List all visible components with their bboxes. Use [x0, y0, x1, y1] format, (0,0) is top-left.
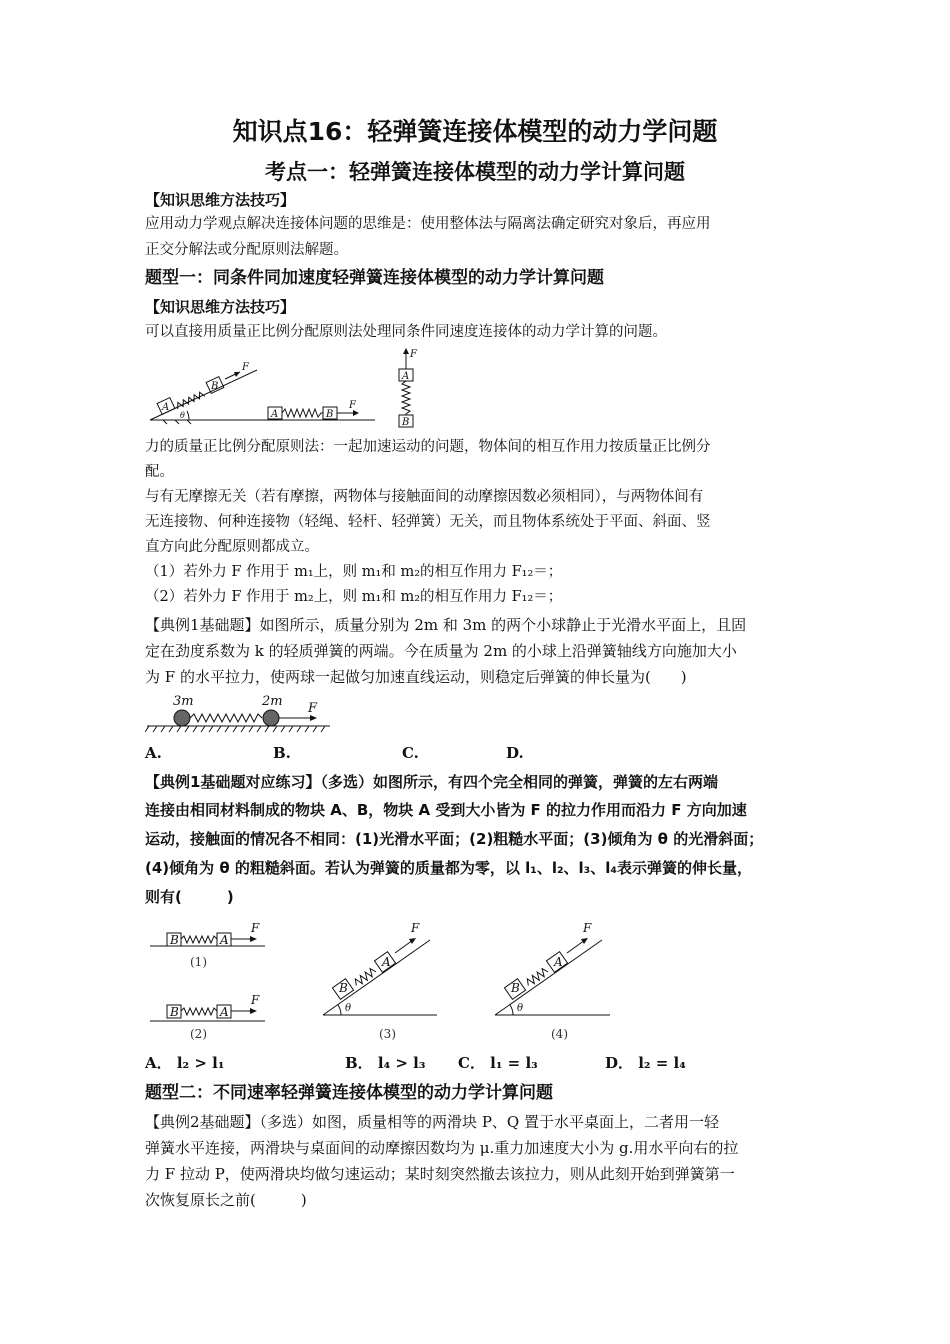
figure-connected-bodies: [145, 345, 435, 432]
page-subtitle: 考点一：轻弹簧连接体模型的动力学计算问题: [265, 160, 685, 184]
example2-line: 次恢复原长之前( ): [145, 1191, 307, 1209]
example2-line: 【典例2基础题】（多选）如图，质量相等的两滑块 P、Q 置于水平桌面上，二者用一轻: [145, 1113, 719, 1131]
fig1-label-f: F: [242, 362, 249, 373]
caption-3: (3): [379, 1027, 396, 1041]
section-label-tips: 【知识思维方法技巧】: [145, 191, 296, 209]
example1-line: 为 F 的水平拉力，使两球一起做匀加速直线运动，则稳定后弹簧的伸长量为( ): [145, 668, 687, 686]
example1-line: 【典例1基础题】如图所示，质量分别为 2m 和 3m 的两个小球静止于光滑水平面上，且固: [145, 616, 747, 634]
example2-line: 弹簧水平连接，两滑块与桌面间的动摩擦因数均为 μ.重力加速度大小为 g.用水平向右的拉: [145, 1139, 739, 1157]
fig-label-b: B: [170, 1005, 179, 1019]
option-b: B． l₄ > l₃: [345, 1054, 426, 1072]
fig-label-f: F: [251, 921, 260, 935]
fig-label-f: F: [251, 993, 260, 1007]
practice1-line: (4)倾角为 θ 的粗糙斜面。若认为弹簧的质量都为零，以 l₁、l₂、l₃、l₄表示弹簧的伸长量，: [145, 859, 752, 877]
tips-line: 可以直接用质量正比例分配原则法处理同条件同速度连接体的动力学计算的问题。: [145, 324, 667, 340]
option-c: C.: [402, 744, 419, 762]
ball1-mass-label: 3m: [173, 694, 194, 709]
example1-line: 定在劲度系数为 k 的轻质弹簧的两端。今在质量为 2m 的小球上沿弹簧轴线方向施加大小: [145, 642, 737, 660]
principle-line: 直方向此分配原则都成立。: [145, 539, 319, 555]
practice1-line: 【典例1基础题对应练习】（多选）如图所示，有四个完全相同的弹簧，弹簧的左右两端: [145, 773, 718, 791]
fig-label-a: A: [382, 955, 391, 969]
practice1-line: 则有( ): [145, 888, 234, 906]
practice1-line: 连接由相同材料制成的物块 A、B，物块 A 受到大小皆为 F 的拉力作用而沿力 F 方向加速: [145, 801, 747, 819]
caption-4: (4): [551, 1027, 568, 1041]
figure-four-springs: [145, 915, 615, 1045]
fig1-label-b: B: [211, 381, 219, 392]
practice1-line: 运动，接触面的情况各不相同：(1)光滑水平面；(2)粗糙水平面；(3)倾角为 θ 的光滑斜面；: [145, 830, 764, 848]
example2-line: 力 F 拉动 P，使两滑块均做匀速运动；某时刻突然撤去该拉力，则从此刻开始到弹簧第一: [145, 1165, 735, 1183]
principle-case-2: （2）若外力 F 作用于 m₂上，则 m₁和 m₂的相互作用力 F₁₂＝；: [145, 589, 563, 605]
principle-line: 无连接物、何种连接物（轻绳、轻杆、轻弹簧）无关，而且物体系统处于平面、斜面、竖: [145, 514, 711, 530]
option-d: D.: [506, 744, 524, 762]
option-b: B.: [273, 744, 291, 762]
fig-label-f: F: [411, 921, 420, 935]
fig-label-b: B: [170, 933, 179, 947]
caption-1: (1): [190, 955, 207, 969]
fig-label-b: B: [339, 981, 348, 995]
principle-case-1: （1）若外力 F 作用于 m₁上，则 m₁和 m₂的相互作用力 F₁₂＝；: [145, 564, 563, 580]
option-a: A． l₂ > l₁: [145, 1054, 225, 1072]
fig-label-a: A: [220, 1005, 229, 1019]
ball2-mass-label: 2m: [262, 694, 283, 709]
fig-label-a: A: [554, 955, 563, 969]
type1-heading: 题型一：同条件同加速度轻弹簧连接体模型的动力学计算问题: [145, 268, 604, 288]
fig-label-f: F: [583, 921, 592, 935]
principle-line: 力的质量正比例分配原则法：一起加速运动的问题，物体间的相互作用力按质量正比例分: [145, 439, 711, 455]
fig1-label-b: B: [402, 417, 410, 428]
fig1-label-a: A: [402, 371, 410, 382]
fig1-label-b: B: [326, 409, 334, 420]
force-label: F: [308, 701, 318, 716]
type2-heading: 题型二：不同速率轻弹簧连接体模型的动力学计算问题: [145, 1083, 553, 1103]
tips-line: 应用动力学观点解决连接体问题的思维是：使用整体法与隔离法确定研究对象后，再应用: [145, 216, 711, 232]
fig-label-a: A: [220, 933, 229, 947]
fig1-label-theta: θ: [180, 411, 185, 420]
option-a: A.: [145, 744, 162, 762]
principle-line: 与有无摩擦无关（若有摩擦，两物体与接触面间的动摩擦因数必须相同），与两物体间有: [145, 489, 704, 505]
option-d: D． l₂ = l₄: [605, 1054, 686, 1072]
principle-line: 配。: [145, 464, 174, 480]
figure-two-balls: [145, 690, 335, 735]
fig-label-theta: θ: [345, 1003, 352, 1014]
section-label-tips: 【知识思维方法技巧】: [145, 298, 296, 316]
caption-2: (2): [190, 1027, 207, 1041]
fig1-label-f: F: [410, 349, 417, 360]
fig1-label-f: F: [349, 400, 356, 411]
page-title: 知识点16：轻弹簧连接体模型的动力学问题: [232, 117, 718, 146]
fig1-label-a: A: [271, 409, 279, 420]
fig-label-theta: θ: [517, 1003, 524, 1014]
fig1-label-a: A: [162, 402, 170, 413]
fig-label-b: B: [511, 981, 520, 995]
option-c: C． l₁ = l₃: [458, 1054, 538, 1072]
tips-line: 正交分解法或分配原则法解题。: [145, 242, 348, 258]
